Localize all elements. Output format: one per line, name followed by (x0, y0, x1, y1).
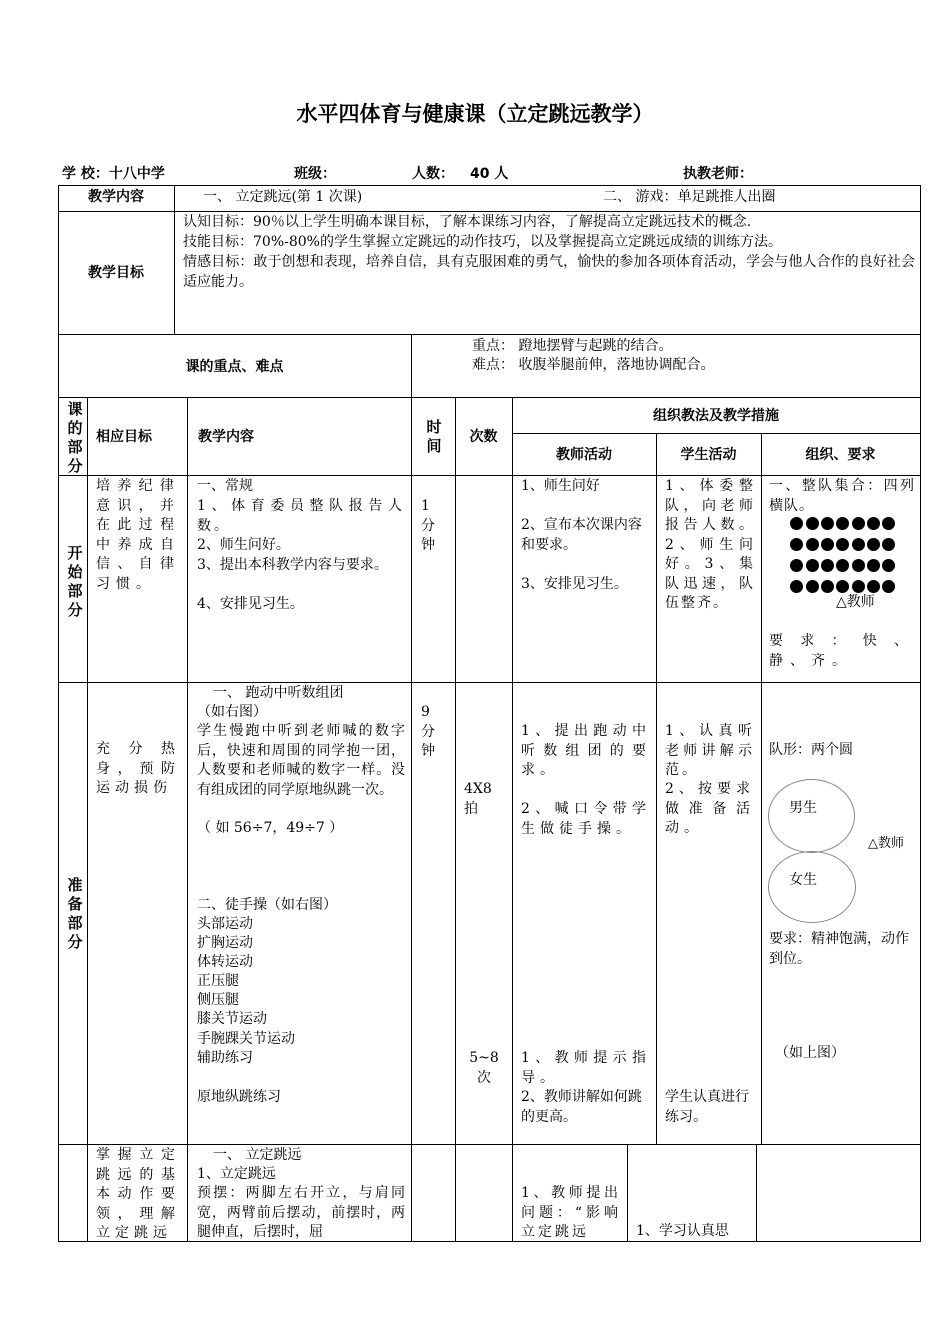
class-label: 班级： (294, 166, 336, 182)
teacher-label: 执教老师： (683, 166, 753, 182)
count-value: 40 人 (470, 166, 509, 182)
school-label: 学 校：十八中学 (62, 166, 165, 182)
prep-student-1: 1、认真听老师讲解示范。 (665, 723, 755, 778)
prep-org-form: 队形：两个圆 (769, 742, 853, 758)
prep-student-3: 学生认真进行练习。 (665, 1089, 749, 1125)
basic-goal: 掌握立定跳远的基本动作要领，理解立定跳远 (96, 1147, 180, 1241)
start-goal: 培养纪律意识，并在此过程中养成自信、自律习惯。 (96, 478, 180, 592)
th-time: 时间 (426, 418, 442, 455)
objectives-label: 教学目标 (88, 265, 144, 281)
prep-teacher-2: 2、喊口令带学生做徒手操。 (521, 801, 651, 837)
prep-org-girls: 女生 (789, 872, 817, 888)
count-label: 人数： (412, 166, 454, 182)
prep-org-teacher: △教师 (868, 836, 904, 851)
prep-org-boys: 男生 (789, 800, 817, 816)
start-org-teacher: △教师 (836, 594, 875, 610)
difficulty-point: 难点： 收腹举腿前伸，落地协调配合。 (472, 357, 715, 373)
prep-part-label: 准备部分 (67, 876, 83, 951)
th-content: 教学内容 (198, 429, 254, 445)
content-item-1: 一、 立定跳远(第 1 次课) (203, 189, 363, 205)
th-goal: 相应目标 (96, 429, 152, 445)
th-teacher: 教师活动 (556, 447, 612, 463)
keypoints-label: 课的重点、难点 (185, 359, 284, 375)
th-part: 课的部分 (67, 400, 83, 475)
basic-student: 1、学习认真思 (636, 1223, 729, 1239)
basic-content-1: 一、 立定跳远 (213, 1147, 302, 1163)
objective-skill: 技能目标：70%-80%的学生掌握立定跳远的动作技巧，以及掌握提高立定跳远成绩的训练方法。 (183, 234, 782, 250)
prep-count-2: 5~8 次 (469, 1050, 499, 1086)
content-item-2: 二、 游戏：单足跳推人出圈 (603, 189, 776, 205)
basic-teacher: 1、教师提出问题：“影响立定跳远 (521, 1185, 621, 1240)
prep-teacher-1: 1、提出跑动中听数组团的要求。 (521, 723, 651, 778)
basic-content-3: 预摆：两脚左右开立，与肩同宽，两臂前后摆动，前摆时，两腿伸直，后摆时，屈 (197, 1185, 405, 1240)
start-student: 1、体委整队，向老师报告人数。2、师生问好。3、集队迅速，队伍整齐。 (665, 478, 755, 611)
page-title: 水平四体育与健康课（立定跳远教学） (296, 102, 654, 126)
content-row-label: 教学内容 (88, 189, 144, 205)
formation-dots (789, 517, 905, 601)
objective-emotion: 情感目标：敢于创想和表现，培养自信，具有克服困难的勇气，愉快的参加各项体育活动，学会与他人合作的良好社会适应能力。 (183, 254, 915, 290)
prep-org-ref: （如上图） (775, 1045, 845, 1061)
start-time: 1分钟 (421, 498, 435, 553)
start-org-req: 要求：快、静、齐。 (769, 633, 915, 669)
prep-count-1: 4X8 拍 (464, 781, 492, 817)
th-student: 学生活动 (680, 447, 737, 463)
prep-goal: 充分热身，预防运动损伤 (96, 741, 180, 796)
prep-student-2: 2、按要求做准备活动。 (665, 781, 755, 836)
basic-content-2: 1、立定跳远 (197, 1166, 276, 1182)
th-times: 次数 (469, 429, 498, 445)
prep-teacher-4: 2、教师讲解如何跳的更高。 (521, 1089, 642, 1125)
objective-cognitive: 认知目标：90％以上学生明确本课目标，了解本课练习内容，了解提高立定跳远技术的概念. (183, 214, 752, 230)
start-part-label: 开始部分 (67, 544, 83, 619)
key-point: 重点： 蹬地摆臂与起跳的结合。 (472, 338, 673, 354)
th-req: 组织、要求 (805, 447, 876, 463)
prep-teacher-3: 1、教师提示指导。 (521, 1050, 651, 1086)
th-org: 组织教法及教学措施 (653, 408, 779, 424)
start-org-title: 一、整队集合：四列横队。 (769, 478, 915, 514)
prep-time: 9分钟 (421, 704, 435, 759)
prep-org-req: 要求：精神饱满，动作到位。 (769, 931, 909, 967)
